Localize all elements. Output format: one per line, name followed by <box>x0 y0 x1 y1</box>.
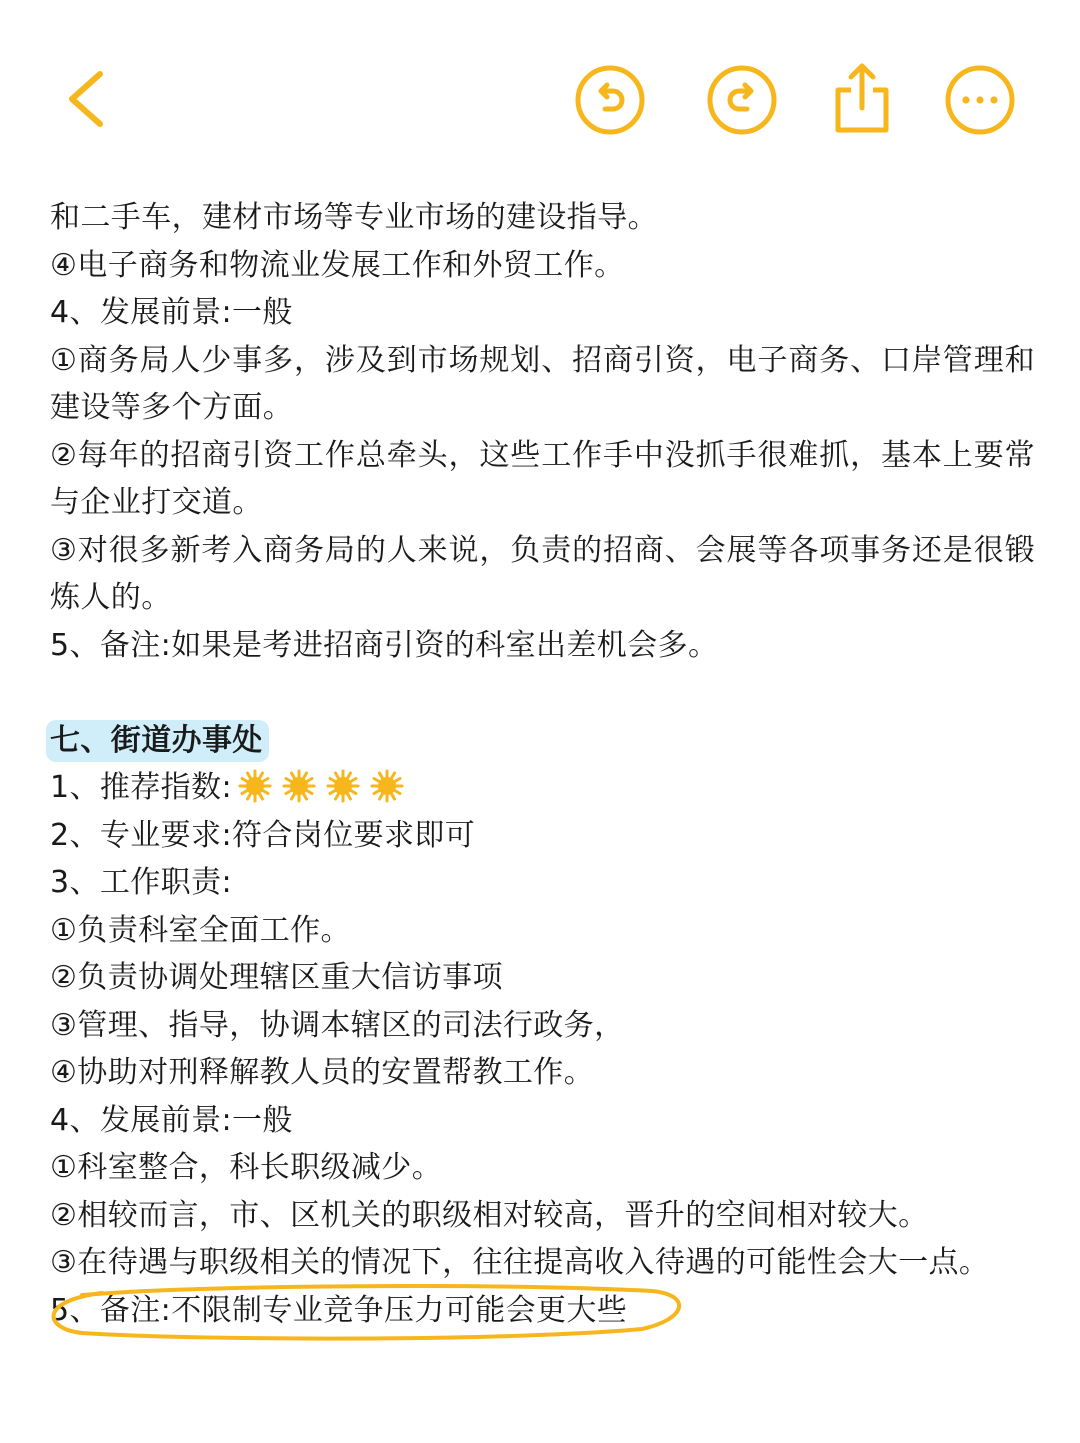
star-icon <box>370 769 404 803</box>
circled-note-line <box>50 1287 1035 1335</box>
note-line: 3、工作职责: <box>50 865 232 900</box>
rating-stars <box>238 769 414 818</box>
more-button[interactable] <box>944 64 1016 136</box>
more-icon <box>944 64 1016 136</box>
note-line: 5、备注:如果是考进招商引资的科室出差机会多。 <box>50 627 719 663</box>
undo-icon <box>574 64 646 136</box>
section-heading-row <box>50 717 1035 765</box>
circled-annotation <box>50 1287 627 1335</box>
redo-button[interactable] <box>706 64 778 136</box>
back-button[interactable] <box>58 66 114 132</box>
last-line-text: 5、备注:不限制专业竞争压力可能会更大些 <box>50 1292 628 1328</box>
share-icon <box>832 60 892 136</box>
note-line: 和二手车，建材市场等专业市场的建设指导。 <box>50 200 658 235</box>
note-line: ①科室整合，科长职级减少。 <box>50 1150 443 1185</box>
note-line: ②每年的招商引资工作总牵头，这些工作手中没抓手很难抓，基本上要常与企业打交道。 <box>50 437 1035 520</box>
toolbar <box>0 0 1080 170</box>
star-icon <box>238 769 272 803</box>
note-line: ④协助对刑释解教人员的安置帮教工作。 <box>50 1055 595 1090</box>
star-icon <box>326 769 360 803</box>
star-icon <box>282 769 316 803</box>
note-line: 4、发展前景:一般 <box>50 1102 293 1138</box>
undo-button[interactable] <box>574 64 646 136</box>
note-line: ②相较而言，市、区机关的职级相对较高，晋升的空间相对较大。 <box>50 1197 929 1233</box>
note-line: 2、专业要求:符合岗位要求即可 <box>50 817 476 853</box>
note-line: ③管理、指导，协调本辖区的司法行政务， <box>50 1007 625 1043</box>
chevron-left-icon <box>58 66 114 132</box>
note-line: ③对很多新考入商务局的人来说，负责的招商、会展等各项事务还是很锻炼人的。 <box>50 532 1035 615</box>
share-button[interactable] <box>832 60 892 136</box>
note-line: ②负责协调处理辖区重大信访事项 <box>50 960 503 995</box>
rating-line <box>50 764 1035 812</box>
note-line: ①商务局人少事多，涉及到市场规划、招商引资，电子商务、口岸管理和建设等多个方面。 <box>50 342 1035 425</box>
blank-line <box>50 669 1035 717</box>
section-heading: 七、街道办事处 <box>46 720 269 762</box>
note-line: ①负责科室全面工作。 <box>50 912 351 948</box>
redo-icon <box>706 64 778 136</box>
note-body <box>50 194 1035 1334</box>
note-line: ④电子商务和物流业发展工作和外贸工作。 <box>50 247 625 283</box>
note-line: 4、发展前景:一般 <box>50 295 293 330</box>
note-line: ③在待遇与职级相关的情况下，往往提高收入待遇的可能性会大一点。 <box>50 1245 990 1280</box>
rating-label: 1、推荐指数: <box>50 770 232 805</box>
